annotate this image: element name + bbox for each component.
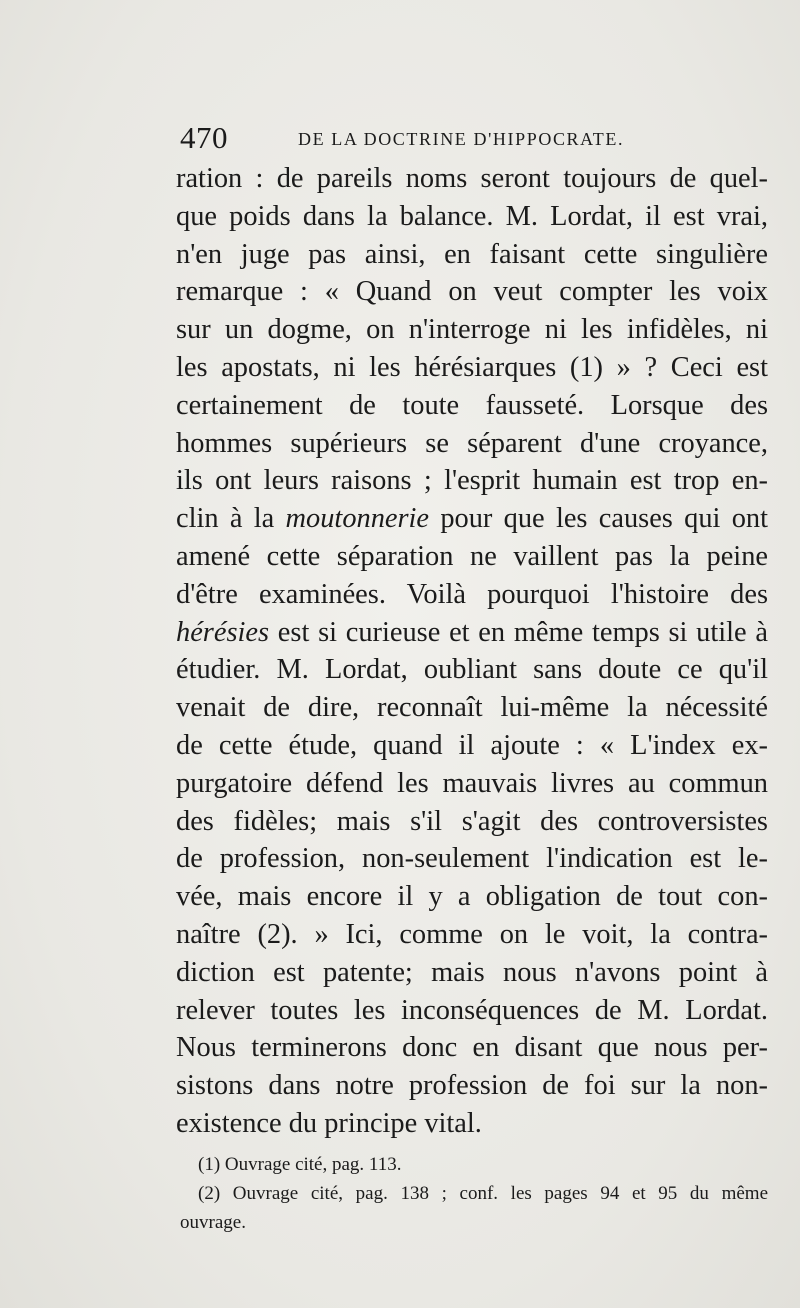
page-header bbox=[180, 118, 670, 158]
text-line: des fidèles; mais s'il s'agit des controversistes bbox=[176, 805, 768, 837]
text-line: sistons dans notre profession de foi sur la non- bbox=[176, 1070, 768, 1102]
text-line: remarque : « Quand on veut compter les voix bbox=[176, 276, 768, 308]
italic-word: moutonnerie bbox=[285, 503, 430, 535]
text-line: de profession, non-seulement l'indication est le- bbox=[176, 843, 768, 875]
text-line: les apostats, ni les hérésiarques (1) » ? Ceci est bbox=[176, 351, 768, 383]
footnote-1: (1) Ouvrage cité, pag. 113. bbox=[198, 1154, 402, 1175]
running-title: DE LA DOCTRINE D'HIPPOCRATE. bbox=[298, 129, 625, 149]
text-line: hommes supérieurs se séparent d'une croyance, bbox=[176, 427, 768, 459]
page-number: 470 bbox=[180, 120, 228, 155]
text-line: n'en juge pas ainsi, en faisant cette singulière bbox=[176, 238, 768, 270]
footnote-2: (2) Ouvrage cité, pag. 138 ; conf. les pages 94 et 95 du même bbox=[198, 1183, 768, 1204]
text-line: Nous terminerons donc en disant que nous per- bbox=[176, 1032, 768, 1064]
italic-word: hérésies bbox=[176, 616, 270, 648]
text-line: vée, mais encore il y a obligation de tout con- bbox=[176, 881, 768, 913]
text-line: ils ont leurs raisons ; l'esprit humain est trop en- bbox=[176, 465, 768, 497]
text-line: hérésies est si curieuse et en même temps si utile à bbox=[176, 616, 768, 648]
text-line: venait de dire, reconnaît lui-même la nécessité bbox=[176, 692, 768, 724]
footnote-2-continued: ouvrage. bbox=[180, 1212, 246, 1233]
text-line: clin à la moutonnerie pour que les causes qui ont bbox=[176, 503, 768, 535]
text-line: de cette étude, quand il ajoute : « L'index ex- bbox=[176, 729, 768, 761]
text-line: purgatoire défend les mauvais livres au commun bbox=[176, 767, 768, 799]
text-line: que poids dans la balance. M. Lordat, il est vrai, bbox=[176, 200, 768, 232]
text-line: diction est patente; mais nous n'avons point à bbox=[176, 956, 768, 988]
text-line: naître (2). » Ici, comme on le voit, la contra- bbox=[176, 918, 768, 950]
text-line: relever toutes les inconséquences de M. Lordat. bbox=[176, 994, 768, 1026]
text-line: d'être examinées. Voilà pourquoi l'histoire des bbox=[176, 578, 768, 610]
text-line: certainement de toute fausseté. Lorsque des bbox=[176, 389, 768, 421]
text-line: ration : de pareils noms seront toujours de quel- bbox=[176, 163, 768, 194]
text-line: amené cette séparation ne vaillent pas la peine bbox=[176, 540, 768, 572]
text-line: existence du principe vital. bbox=[176, 1107, 482, 1139]
footnotes bbox=[180, 1150, 768, 1237]
text-line: étudier. M. Lordat, oubliant sans doute ce qu'il bbox=[176, 654, 768, 686]
body-text bbox=[176, 160, 768, 1143]
text-line: sur un dogme, on n'interroge ni les infidèles, ni bbox=[176, 314, 768, 346]
